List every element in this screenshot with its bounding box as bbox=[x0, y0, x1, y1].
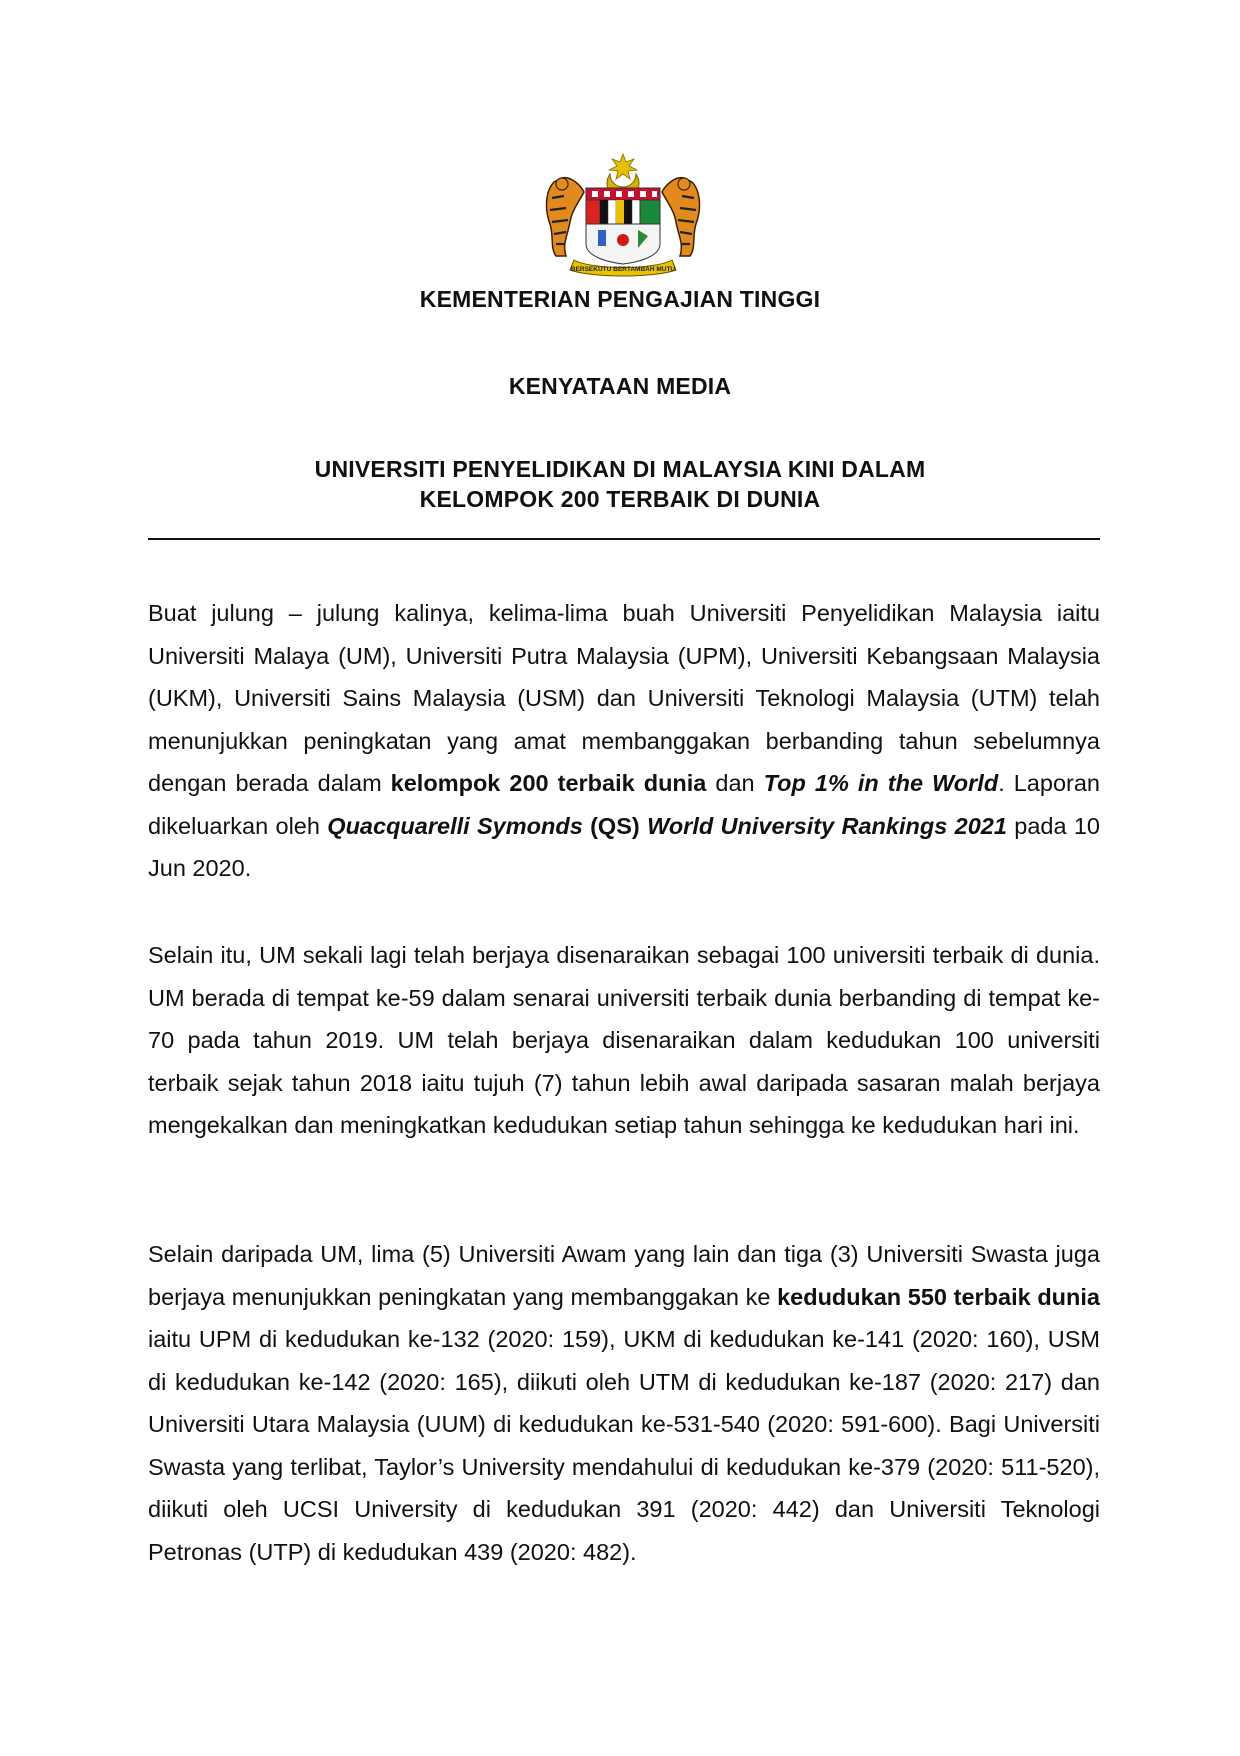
page-title bbox=[0, 454, 1240, 514]
para1-text-1: Buat julung – julung kalinya, kelima-lima buah Universiti Penyelidikan Malaysia iaitu Universiti Malaya (UM), Universiti Putra Malaysia (UPM), Universiti Kebangsaan Malaysia (UKM), Universiti Sains Malaysia (USM) dan Universiti Teknologi Malaysia (UTM) telah menunjukkan peningkatan yang amat membanggakan berbanding tahun sebelumnya dengan berada dalam bbox=[148, 600, 1100, 796]
para1-bold-italic-3: World University Rankings 2021 bbox=[647, 812, 1007, 839]
para1-text-6: pada 10 Jun 2020. bbox=[148, 812, 1100, 881]
ministry-heading: KEMENTERIAN PENGAJIAN TINGGI bbox=[419, 286, 821, 312]
para1-text-5 bbox=[640, 813, 647, 839]
para1-bold-italic-1: Top 1% in the World bbox=[763, 770, 999, 796]
paragraph-3 bbox=[148, 1233, 1100, 1573]
para3-text-2: iaitu UPM di kedudukan ke-132 (2020: 159), UKM di kedudukan ke-141 (2020: 160), USM di kedudukan ke-142 (2020: 165), diikuti oleh UTM di kedudukan ke-187 (2020: 217) dan Universiti Utara Malaysia (UUM) di kedudukan ke-531-540 (2020: 591-600). Bagi Universiti Swasta yang terlibat, Taylor’s University mendahului di kedudukan ke-379 (2020: 511-520), diikuti oleh UCSI University di kedudukan 391 (2020: 442) dan Universiti Teknologi Petronas (UTP) di kedudukan 439 (2020: 482). bbox=[148, 1326, 1100, 1565]
para1-text-4 bbox=[583, 813, 590, 839]
para1-bold-italic-2: Quacquarelli Symonds bbox=[327, 812, 583, 839]
document-type-heading: KENYATAAN MEDIA bbox=[508, 373, 732, 399]
paragraph-2: Selain itu, UM sekali lagi telah berjaya disenaraikan sebagai 100 universiti terbaik di dunia. UM berada di tempat ke-59 dalam senarai universiti terbaik dunia berbanding di tempat ke-70 pada tahun 2019. UM telah berjaya disenaraikan dalam kedudukan 100 universiti terbaik sejak tahun 2018 iaitu tujuh (7) tahun lebih awal daripada sasaran malah berjaya mengekalkan dan meningkatkan kedudukan setiap tahun sehingga ke kedudukan hari ini. bbox=[148, 942, 1100, 1138]
para1-text-3: . Laporan dikeluarkan oleh bbox=[148, 770, 1100, 839]
title-line-2: KELOMPOK 200 TERBAIK DI DUNIA bbox=[419, 486, 821, 512]
divider-line bbox=[148, 538, 1100, 540]
left-tiger-icon bbox=[547, 178, 584, 256]
right-tiger-icon bbox=[662, 178, 699, 256]
para1-bold-2: (QS) bbox=[590, 812, 640, 839]
para1-text-2: dan bbox=[706, 770, 764, 796]
para3-bold-1: kedudukan 550 terbaik dunia bbox=[777, 1283, 1100, 1310]
title-line-1: UNIVERSITI PENYELIDIKAN DI MALAYSIA KINI DALAM bbox=[314, 456, 926, 482]
coat-of-arms-logo bbox=[540, 152, 706, 278]
para1-bold-1: kelompok 200 terbaik dunia bbox=[390, 770, 707, 796]
para3-text-1: Selain daripada UM, lima (5) Universiti Awam yang lain dan tiga (3) Universiti Swasta juga berjaya menunjukkan peningkatan yang membanggakan ke bbox=[148, 1241, 1100, 1310]
paragraph-1 bbox=[148, 592, 1100, 890]
crest-motto: BERSEKUTU BERTAMBAH MUTU bbox=[570, 266, 676, 273]
